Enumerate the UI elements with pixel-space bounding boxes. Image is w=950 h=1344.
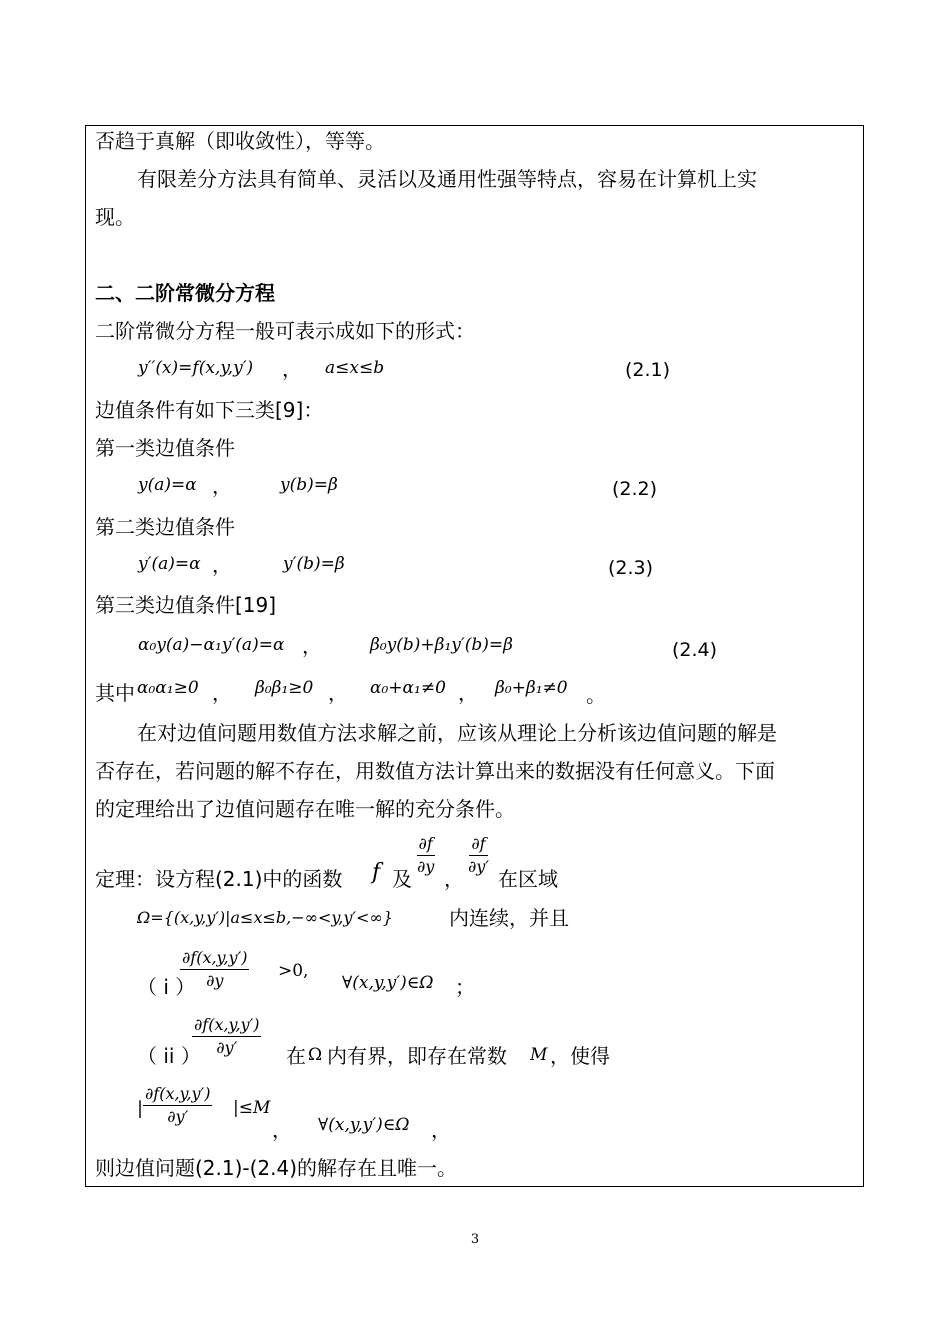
condition-sep-3: ， (458, 681, 478, 705)
fraction-cond1 (180, 948, 249, 991)
eq-2-1-sep: ， (282, 357, 302, 381)
condition-beta-sum: β₀+β₁≠0 (495, 678, 568, 698)
text-line-13: 的定理给出了边值问题存在唯一解的充分条件。 (95, 797, 515, 821)
bound-end: ， (431, 1118, 451, 1142)
eq-2-3-number: (2.3) (608, 557, 654, 579)
fraction-bound-numerator: ∂f(x,y,y′) (143, 1084, 212, 1106)
text-line-6: 边值条件有如下三类[9]： (95, 398, 324, 422)
cond1-semicolon: ； (455, 975, 475, 999)
fraction-cond2-numerator: ∂f(x,y,y′) (192, 1015, 261, 1037)
bound-forall: ∀(x,y,y′)∈Ω (318, 1115, 410, 1135)
eq-2-2-number: (2.2) (612, 478, 658, 500)
fraction-df-dyp (466, 834, 491, 877)
text-line-last: 则边值问题(2.1)-(2.4)的解存在且唯一。 (95, 1156, 458, 1180)
condition-sep-1: ， (212, 681, 232, 705)
condition-alpha-sum: α₀+α₁≠0 (370, 678, 446, 698)
text-line-11: 在对边值问题用数值方法求解之前，应该从理论上分析该边值问题的解是 (137, 721, 777, 745)
theorem-text-b: 及 (392, 867, 412, 891)
cond2-M: M (530, 1045, 548, 1065)
eq-2-4-rhs: β₀y(b)+β₁y′(b)=β (370, 635, 513, 655)
text-line-8: 第二类边值条件 (95, 515, 235, 539)
eq-2-4-lhs: α₀y(a)−α₁y′(a)=α (138, 635, 285, 655)
fraction-cond2-denominator: ∂y′ (216, 1038, 238, 1057)
eq-2-3-sep: ， (212, 553, 232, 577)
eq-2-1-number: (2.1) (625, 359, 671, 381)
condition-beta-product: β₀β₁≥0 (255, 678, 314, 698)
condition-alpha-product: α₀α₁≥0 (137, 678, 199, 698)
text-line-7: 第一类边值条件 (95, 436, 235, 460)
omega-after-text: 内连续，并且 (449, 906, 569, 930)
omega-definition: Ω={(x,y,y′)|a≤x≤b,−∞<y,y′<∞} (137, 908, 393, 927)
text-line-2: 有限差分方法具有简单、灵活以及通用性强等特点，容易在计算机上实 (137, 167, 757, 191)
fraction-df-dy-denominator: ∂y (417, 857, 435, 876)
cond2-text-a: 在 (286, 1044, 306, 1068)
cond2-label: （ ii ） (137, 1044, 201, 1068)
conditions-prefix: 其中 (95, 681, 135, 705)
cond2-text-c: ，使得 (550, 1044, 610, 1068)
page-number: 3 (470, 1232, 480, 1247)
text-line-12: 否存在，若问题的解不存在，用数值方法计算出来的数据没有任何意义。下面 (95, 759, 775, 783)
condition-sep-2: ， (328, 681, 348, 705)
text-line-1: 否趋于真解（即收敛性），等等。 (95, 129, 385, 153)
theorem-text-c: ， (444, 867, 464, 891)
cond1-forall: ∀(x,y,y′)∈Ω (342, 973, 434, 993)
fraction-bound-denominator: ∂y′ (167, 1107, 189, 1126)
text-line-9: 第三类边值条件[19] (95, 593, 277, 617)
text-line-3: 现。 (95, 205, 135, 229)
eq-2-2-rhs: y(b)=β (280, 475, 338, 495)
cond2-text-b: 内有界，即存在常数 (327, 1044, 507, 1068)
eq-2-2-lhs: y(a)=α (138, 475, 197, 495)
theorem-text-a: 定理：设方程(2.1)中的函数 (95, 867, 343, 891)
cond1-gt-zero: >0, (278, 961, 309, 981)
fraction-cond1-denominator: ∂y (206, 971, 224, 990)
abs-right-bound: |≤M (233, 1098, 271, 1118)
fraction-df-dy (415, 834, 436, 877)
eq-2-1-rhs: a≤x≤b (325, 358, 385, 378)
cond1-label: （ i ） (137, 975, 196, 999)
eq-2-4-sep: ， (302, 634, 322, 658)
abs-left-bar: | (137, 1098, 144, 1119)
bound-comma: ， (272, 1118, 292, 1142)
cond2-omega: Ω (308, 1045, 323, 1065)
eq-2-3-lhs: y′(a)=α (138, 554, 201, 574)
eq-2-1-lhs: y′′(x)=f(x,y,y′) (138, 358, 254, 378)
fraction-df-dy-numerator: ∂f (417, 834, 435, 856)
conditions-end: 。 (586, 683, 606, 707)
fraction-cond1-numerator: ∂f(x,y,y′) (180, 948, 249, 970)
eq-2-4-number: (2.4) (672, 639, 718, 661)
fraction-df-dyp-numerator: ∂f (469, 834, 487, 856)
section-heading: 二、二阶常微分方程 (95, 281, 275, 305)
text-line-5: 二阶常微分方程一般可表示成如下的形式： (95, 319, 475, 343)
fraction-cond2 (192, 1015, 261, 1058)
theorem-f-symbol: f (372, 860, 381, 885)
theorem-text-d: 在区域 (498, 867, 558, 891)
eq-2-3-rhs: y′(b)=β (283, 554, 345, 574)
fraction-df-dyp-denominator: ∂y′ (468, 857, 489, 876)
fraction-bound (143, 1084, 212, 1127)
eq-2-2-sep: ， (212, 474, 232, 498)
